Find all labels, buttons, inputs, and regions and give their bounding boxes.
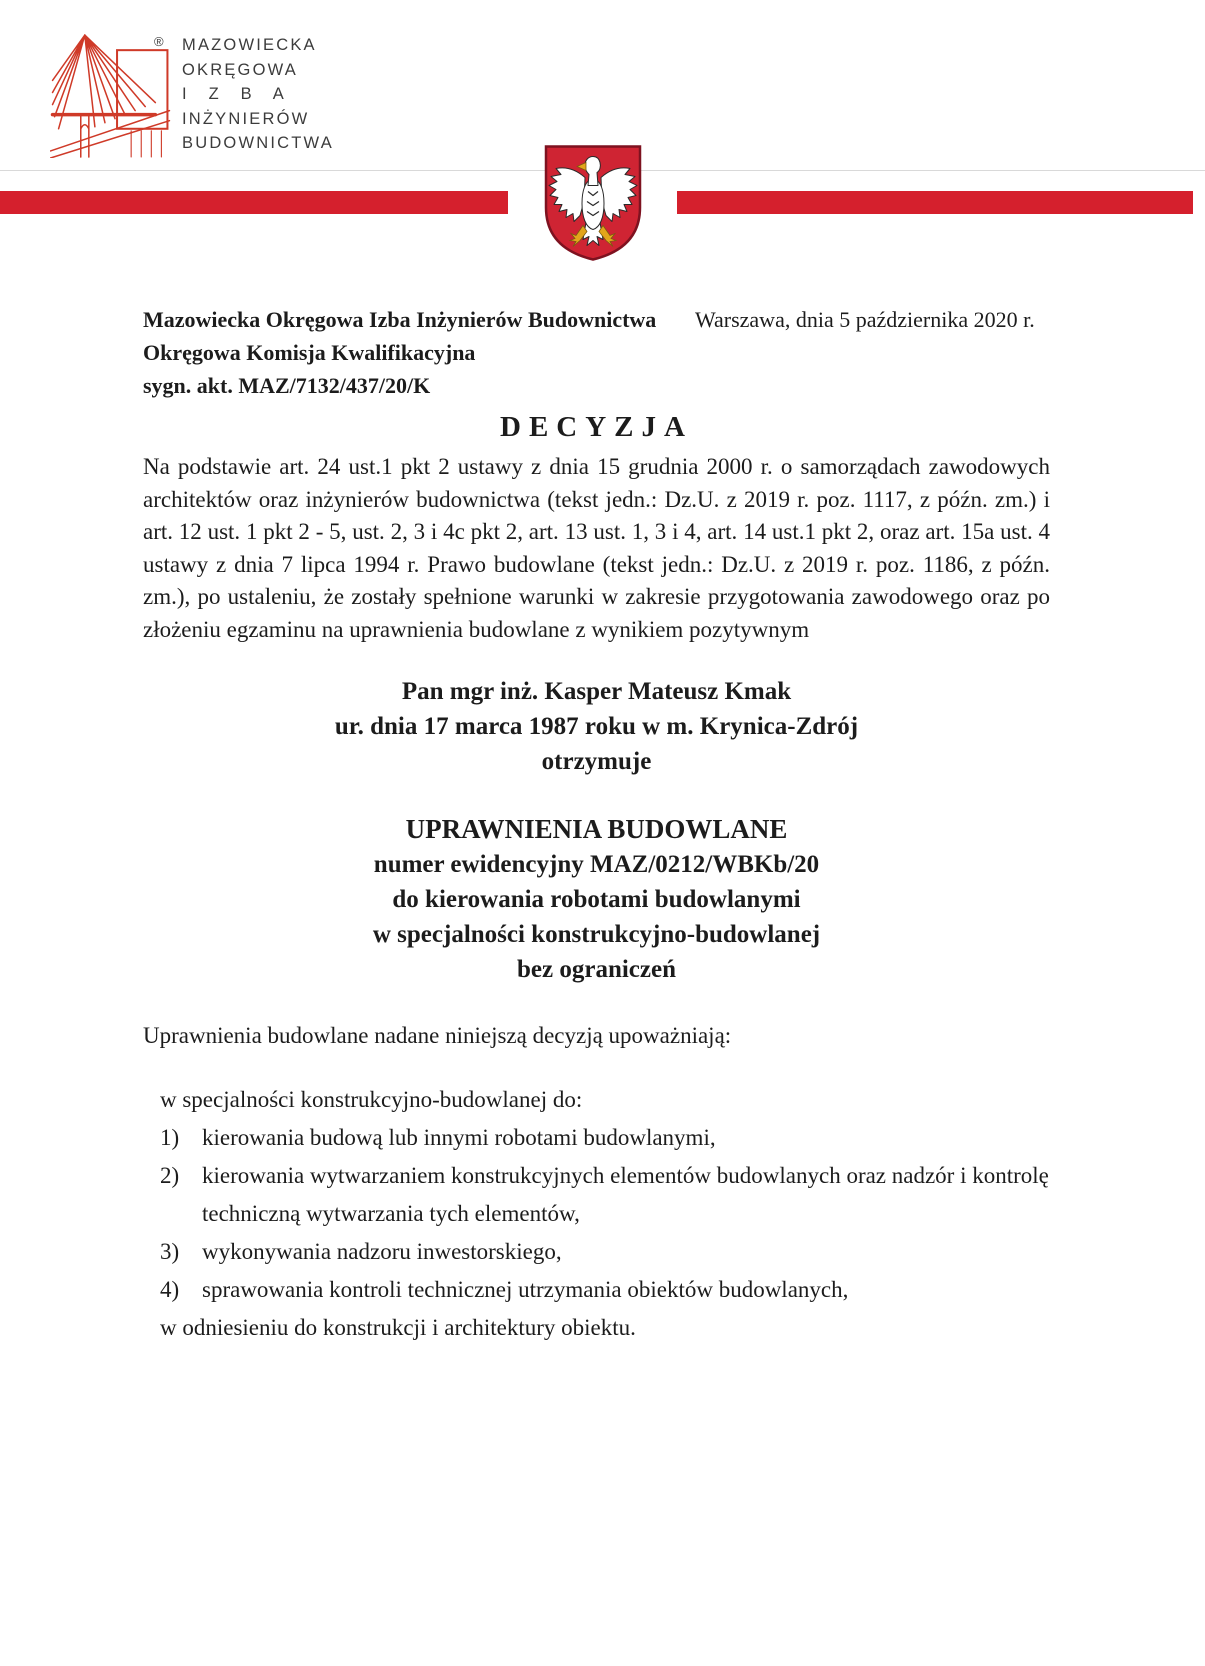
- bridge-logo-icon: [50, 30, 172, 158]
- list-item-text: sprawowania kontroli technicznej utrzymania obiektów budowlanych,: [202, 1277, 849, 1302]
- list-item-text: wykonywania nadzoru inwestorskiego,: [202, 1239, 562, 1264]
- legal-basis-paragraph: Na podstawie art. 24 ust.1 pkt 2 ustawy z dnia 15 grudnia 2000 r. o samorządach zawodowych architektów oraz inżynierów budownictwa (tekst jedn.: Dz.U. z 2019 r. poz. 1117, z późn. zm.) i art. 12 ust. 1 pkt 2 - 5, ust. 2, 3 i 4c pkt 2, art. 13 ust. 1, 3 i 4, art. 14 ust.1 pkt 2, oraz art. 15a ust. 4 ustawy z dnia 7 lipca 1994 r. Prawo budowlane (tekst jedn.: Dz.U. z 2019 r. poz. 1186, z późn. zm.), po ustaleniu, że zostały spełnione warunki w zakresie przygotowania zawodowego oraz po złożeniu egzaminu na uprawnienia budowlane z wynikiem pozytywnym: [143, 454, 1050, 642]
- chamber-logo-text: [182, 33, 334, 156]
- recipient-block: [143, 674, 1050, 779]
- case-number: sygn. akt. MAZ/7132/437/20/K: [143, 373, 431, 398]
- logo-line: I Z B A: [182, 85, 286, 104]
- sender-line: Okręgowa Komisja Kwalifikacyjna: [143, 340, 476, 365]
- logo-line: MAZOWIECKA: [182, 36, 317, 54]
- recipient-birth: ur. dnia 17 marca 1987 roku w m. Krynica-Zdrój: [334, 713, 859, 740]
- list-item-text: kierowania budową lub innymi robotami budowlanymi,: [202, 1125, 716, 1150]
- authorization-scope: [160, 1081, 1050, 1347]
- list-item: [160, 1157, 1050, 1233]
- grant-block: [143, 812, 1050, 987]
- list-item-number: 2): [160, 1163, 180, 1188]
- masovia-coat-of-arms: [542, 143, 644, 263]
- sender-line: Mazowiecka Okręgowa Izba Inżynierów Budownictwa: [143, 307, 657, 332]
- place-and-date: Warszawa, dnia 5 października 2020 r.: [695, 307, 1035, 332]
- logo-line: OKRĘGOWA: [182, 60, 298, 79]
- logo-line: INŻYNIERÓW: [182, 109, 310, 128]
- grant-line: w specjalności konstrukcyjno-budowlanej: [372, 921, 821, 948]
- red-band-right: [677, 191, 1193, 214]
- recipient-name: Pan mgr inż. Kasper Mateusz Kmak: [401, 678, 792, 705]
- list-item-number: 4): [160, 1277, 180, 1302]
- recipient-receives: otrzymuje: [541, 748, 652, 775]
- eagle-shield-icon: [542, 143, 644, 263]
- list-item-number: 3): [160, 1239, 180, 1264]
- scope-heading: w specjalności konstrukcyjno-budowlanej do:: [160, 1087, 583, 1112]
- red-band-left: [0, 191, 508, 214]
- list-item-text: kierowania wytwarzaniem konstrukcyjnych elementów budowlanych oraz nadzór i kontrolę techniczną wytwarzania tych elementów,: [202, 1163, 1049, 1226]
- list-item: [160, 1119, 1050, 1157]
- logo-line: BUDOWNICTWA: [182, 134, 334, 153]
- document-body: [143, 303, 1050, 1347]
- list-item-number: 1): [160, 1125, 180, 1150]
- grant-line: numer ewidencyjny MAZ/0212/WBKb/20: [373, 851, 820, 878]
- authorization-intro: Uprawnienia budowlane nadane niniejszą decyzją upoważniają:: [143, 1023, 732, 1048]
- registered-trademark-icon: ®: [154, 34, 164, 49]
- grant-heading: UPRAWNIENIA BUDOWLANE: [405, 814, 788, 844]
- scope-closing: w odniesieniu do konstrukcji i architektury obiektu.: [160, 1315, 636, 1340]
- list-item: [160, 1233, 1050, 1271]
- grant-line: bez ograniczeń: [517, 956, 676, 983]
- decision-title: DECYZJA: [500, 411, 693, 443]
- grant-line: do kierowania robotami budowlanymi: [392, 886, 801, 913]
- chamber-logo: [50, 26, 410, 162]
- list-item: [160, 1271, 1050, 1309]
- address-row: [143, 303, 1050, 403]
